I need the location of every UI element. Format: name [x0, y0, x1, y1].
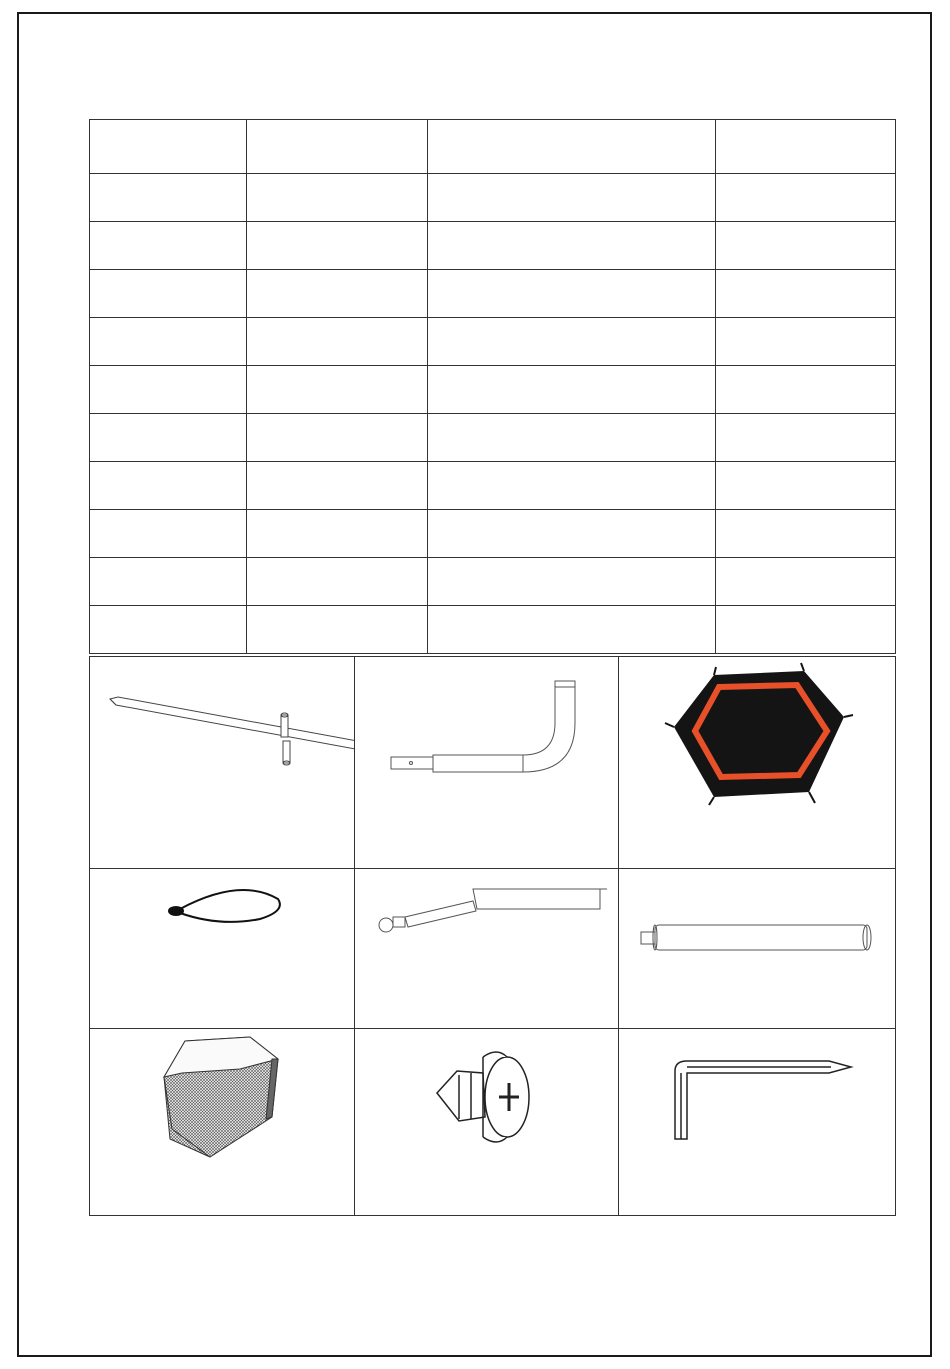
- table-cell: [428, 414, 716, 462]
- table-cell: [428, 510, 716, 558]
- table-row: [90, 414, 896, 462]
- table-cell: [716, 510, 896, 558]
- illustration-cell: [89, 656, 354, 868]
- hexagon-safety-skirt-icon: [90, 1029, 354, 1215]
- table-cell: [716, 606, 896, 654]
- table-cell: [247, 366, 428, 414]
- table-row: [90, 270, 896, 318]
- table-row: [90, 558, 896, 606]
- table-cell: [247, 462, 428, 510]
- table-cell: [428, 120, 716, 174]
- bungee-cord-icon: [90, 869, 354, 1028]
- illustration-cell: [618, 868, 895, 1028]
- table-cell: [247, 174, 428, 222]
- angled-leg-tube-icon: [355, 869, 618, 1028]
- table-cell: [716, 462, 896, 510]
- parts-table: [89, 119, 896, 654]
- table-cell: [716, 318, 896, 366]
- table-row: [90, 510, 896, 558]
- frame-leg-tube-icon: [90, 657, 354, 868]
- parts-illustration-grid: [89, 656, 896, 1216]
- straight-tube-icon: [619, 869, 895, 1028]
- table-cell: [247, 558, 428, 606]
- table-cell: [90, 510, 247, 558]
- table-header-row: [90, 120, 896, 174]
- table-cell: [716, 270, 896, 318]
- table-cell: [716, 366, 896, 414]
- table-cell: [428, 318, 716, 366]
- table-row: [90, 318, 896, 366]
- screw-knob-icon: [355, 1029, 618, 1215]
- hexagon-jump-mat-icon: [619, 657, 895, 868]
- table-cell: [90, 270, 247, 318]
- table-cell: [90, 318, 247, 366]
- table-cell: [428, 174, 716, 222]
- table-cell: [90, 366, 247, 414]
- table-cell: [90, 414, 247, 462]
- table-cell: [428, 462, 716, 510]
- illustration-cell: [89, 1028, 354, 1215]
- illustration-cell: [618, 656, 895, 868]
- table-row: [90, 222, 896, 270]
- table-cell: [90, 558, 247, 606]
- illustration-cell: [354, 868, 618, 1028]
- table-cell: [247, 606, 428, 654]
- illustration-cell: [89, 868, 354, 1028]
- table-cell: [90, 120, 247, 174]
- table-cell: [90, 462, 247, 510]
- table-cell: [90, 606, 247, 654]
- table-cell: [90, 174, 247, 222]
- table-cell: [90, 222, 247, 270]
- table-row: [90, 174, 896, 222]
- table-cell: [428, 558, 716, 606]
- table-cell: [247, 270, 428, 318]
- table-row: [90, 606, 896, 654]
- illustration-cell: [354, 656, 618, 868]
- table-cell: [428, 222, 716, 270]
- illustration-cell: [354, 1028, 618, 1215]
- table-cell: [716, 222, 896, 270]
- table-cell: [716, 414, 896, 462]
- table-cell: [716, 174, 896, 222]
- bent-handle-tube-icon: [355, 657, 618, 868]
- table-row: [90, 366, 896, 414]
- table-cell: [247, 222, 428, 270]
- table-cell: [247, 414, 428, 462]
- table-cell: [247, 510, 428, 558]
- table-cell: [247, 120, 428, 174]
- table-cell: [428, 366, 716, 414]
- illustration-cell: [618, 1028, 895, 1215]
- table-cell: [428, 606, 716, 654]
- table-row: [90, 462, 896, 510]
- table-cell: [247, 318, 428, 366]
- table-cell: [716, 120, 896, 174]
- allen-key-icon: [619, 1029, 895, 1215]
- table-cell: [716, 558, 896, 606]
- table-cell: [428, 270, 716, 318]
